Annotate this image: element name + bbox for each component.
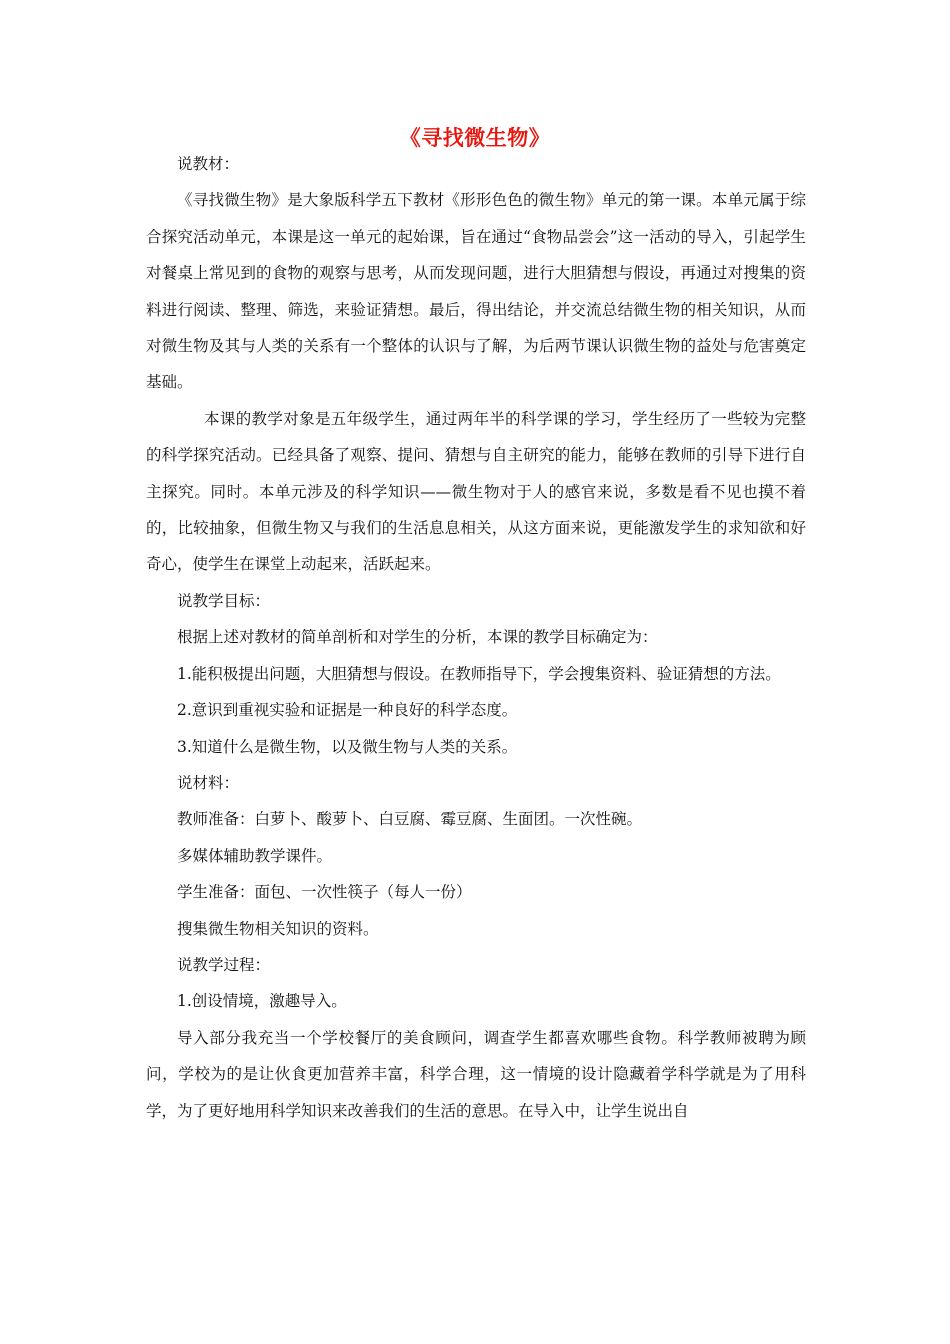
paragraph-teacher-materials: 教师准备：白萝卜、酸萝卜、白豆腐、霉豆腐、生面团。一次性碗。: [177, 810, 643, 829]
process-step-1: 1.创设情境，激趣导入。: [177, 992, 347, 1011]
document-title: 《寻找微生物》: [399, 126, 551, 150]
heading-textbook: 说教材：: [177, 155, 240, 173]
document-body: [146, 146, 806, 1129]
goal-item-3: 3.知道什么是微生物，以及微生物与人类的关系。: [177, 737, 518, 756]
paragraph-student-analysis: 本课的教学对象是五年级学生，通过两年半的科学课的学习，学生经历了一些较为完整的科学探究活动。已经具备了观察、提问、猜想与自主研究的能力，能够在教师的引导下进行自主探究。同时。本单元涉及的科学知识——微生物对于人的感官来说，多数是看不见也摸不着的，比较抽象，但微生物又与我们的生活息息相关，从这方面来说，更能激发学生的求知欲和好奇心，使学生在课堂上动起来，活跃起来。: [146, 409, 806, 574]
paragraph-goals-intro: 根据上述对教材的简单剖析和对学生的分析，本课的教学目标确定为：: [177, 628, 658, 647]
goal-item-1: 1.能积极提出问题，大胆猜想与假设。在教师指导下，学会搜集资料、验证猜想的方法。: [177, 664, 781, 683]
heading-teaching-process: 说教学过程：: [177, 955, 271, 974]
paragraph-multimedia: 多媒体辅助教学课件。: [177, 846, 333, 865]
paragraph-student-materials: 学生准备：面包、一次性筷子（每人一份）: [177, 883, 472, 902]
paragraph-collect-materials: 搜集微生物相关知识的资料。: [177, 919, 379, 938]
paragraph-introduction: 导入部分我充当一个学校餐厅的美食顾问，调查学生都喜欢哪些食物。科学教师被聘为顾问，学校为的是让伙食更加营养丰富，科学合理，这一情境的设计隐藏着学科学就是为了用科学，为了更好地用科学知识来改善我们的生活的意思。在导入中，让学生说出自: [146, 1028, 806, 1120]
heading-materials: 说材料：: [177, 773, 240, 792]
paragraph-textbook-analysis: 《寻找微生物》是大象版科学五下教材《形形色色的微生物》单元的第一课。本单元属于综合探究活动单元，本课是这一单元的起始课，旨在通过“食物品尝会”这一活动的导入，引起学生对餐桌上常见到的食物的观察与思考，从而发现问题，进行大胆猜想与假设，再通过对搜集的资料进行阅读、整理、筛选，来验证猜想。最后，得出结论，并交流总结微生物的相关知识，从而对微生物及其与人类的关系有一个整体的认识与了解，为后两节课认识微生物的益处与危害奠定基础。: [146, 191, 806, 392]
goal-item-2: 2.意识到重视实验和证据是一种良好的科学态度。: [177, 701, 518, 720]
heading-teaching-goals: 说教学目标：: [177, 591, 271, 610]
